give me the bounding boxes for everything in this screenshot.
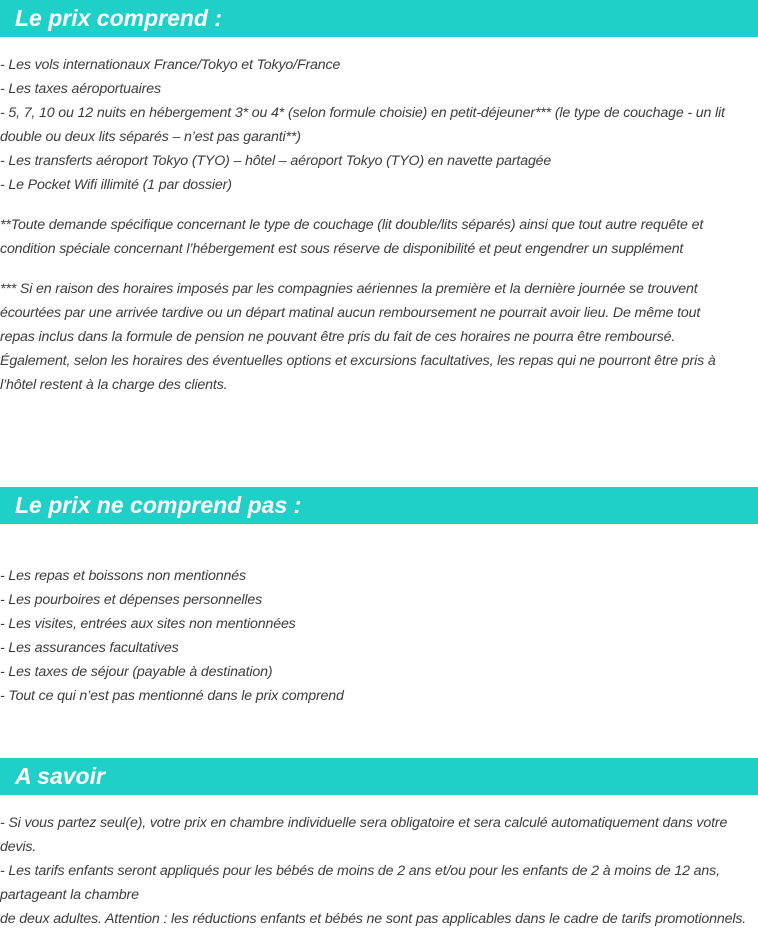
section-title-includes: Le prix comprend :	[0, 0, 758, 37]
list-item: - Les repas et boissons non mentionnés	[0, 568, 246, 584]
list-item: - Si vous partez seul(e), votre prix en chambre individuelle sera obligatoire et sera calculé automatiquement dans votre	[0, 815, 728, 831]
list-item: devis.	[0, 839, 37, 855]
note-line: écourtées par une arrivée tardive ou un départ matinal aucun remboursement ne pourrait avoir lieu. De même tout	[0, 305, 701, 321]
section-title-info: A savoir	[0, 758, 758, 795]
list-item: - Le Pocket Wifi illimité (1 par dossier)	[0, 177, 232, 193]
list-item: - Les visites, entrées aux sites non mentionnées	[0, 616, 296, 632]
info-list	[0, 811, 758, 931]
note-triple-asterisk	[0, 277, 758, 397]
note-double-asterisk	[0, 213, 758, 261]
note-line: *** Si en raison des horaires imposés par les compagnies aériennes la première et la dernière journée se trouvent	[0, 281, 698, 297]
note-line: l’hôtel restent à la charge des clients.	[0, 377, 228, 393]
list-item: - Les tarifs enfants seront appliqués pour les bébés de moins de 2 ans et/ou pour les enfants de 2 à moins de 12 ans,	[0, 863, 720, 879]
includes-list	[0, 53, 758, 197]
section-title-excludes: Le prix ne comprend pas :	[0, 487, 758, 524]
list-item: - Les pourboires et dépenses personnelles	[0, 592, 263, 608]
list-item: double ou deux lits séparés – n’est pas garanti**)	[0, 129, 301, 145]
excludes-list	[0, 564, 758, 708]
list-item: - Tout ce qui n’est pas mentionné dans le prix comprend	[0, 688, 344, 704]
list-item: - Les transferts aéroport Tokyo (TYO) – hôtel – aéroport Tokyo (TYO) en navette partagée	[0, 153, 552, 169]
note-line: Également, selon les horaires des éventuelles options et excursions facultatives, les repas qui ne pourront être pris à	[0, 353, 716, 369]
note-line: condition spéciale concernant l’hébergement est sous réserve de disponibilité et peut engendrer un supplément	[0, 241, 684, 257]
list-item: - Les taxes de séjour (payable à destination)	[0, 664, 273, 680]
list-item: - Les vols internationaux France/Tokyo et Tokyo/France	[0, 57, 341, 73]
list-item: de deux adultes. Attention : les réductions enfants et bébés ne sont pas applicables dans le cadre de tarifs promotionnels.	[0, 911, 747, 927]
list-item: - 5, 7, 10 ou 12 nuits en hébergement 3* ou 4* (selon formule choisie) en petit-déjeuner*** (le type de couchage - un lit	[0, 105, 725, 121]
note-line: **Toute demande spécifique concernant le type de couchage (lit double/lits séparés) ainsi que tout autre requête et	[0, 217, 704, 233]
note-line: repas inclus dans la formule de pension ne pouvant être pris du fait de ces horaires ne pourra être remboursé.	[0, 329, 676, 345]
list-item: - Les taxes aéroportuaires	[0, 81, 161, 97]
list-item: - Les assurances facultatives	[0, 640, 179, 656]
list-item: partageant la chambre	[0, 887, 139, 903]
